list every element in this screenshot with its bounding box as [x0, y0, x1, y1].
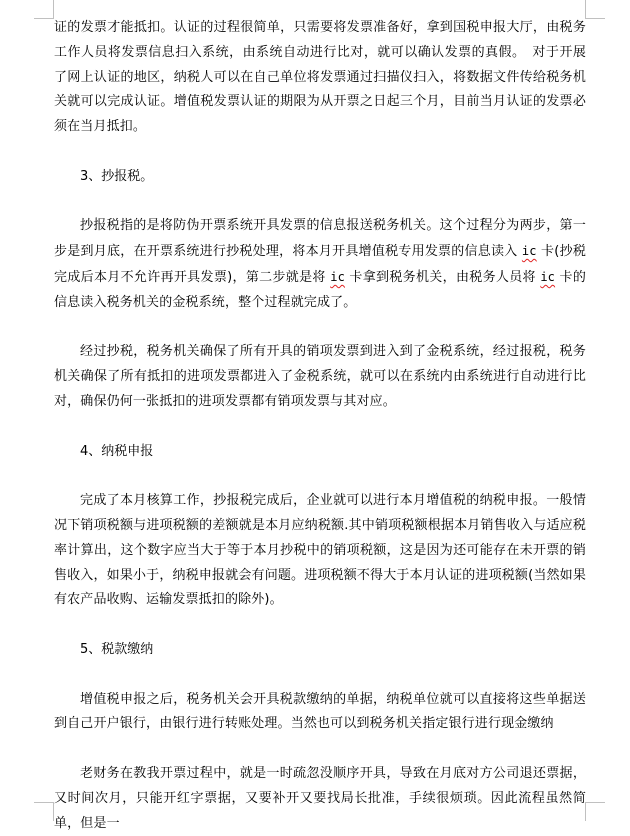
paragraph-copy-report-tax [54, 214, 586, 315]
paragraph-golden-tax-system: 经过抄税，税务机关确保了所有开具的销项发票到进入到了金税系统，经过报税，税务机关确保了所有抵扣的进项发票都进入了金税系统，就可以在系统内由系统进行自动进行比对，确保仍何一张抵扣的进项发票都有销项发票与其对应。 [54, 344, 586, 409]
section-heading-4: 4、纳税申报 [80, 443, 154, 459]
section-heading-3: 3、抄报税。 [80, 168, 154, 184]
blank-line [54, 140, 586, 165]
blank-line [54, 415, 586, 440]
page-corner-mark-top-right [585, 0, 605, 19]
spellcheck-flagged-word[interactable]: ic [540, 269, 556, 284]
spellcheck-flagged-word[interactable]: ic [521, 244, 537, 259]
text-run: 卡拿到税务机关，由税务人员将 [344, 269, 541, 285]
paragraph-invoice-certification: 证的发票才能抵扣。认证的过程很简单，只需要将发票准备好，拿到国税申报大厅，由税务工作人员将发票信息扫入系统，由系统自动进行比对，就可以确认发票的真假。 对于开展了网上认证的地区，纳税人可以在自己单位将发票通过扫描仪扫入，将数据文件传给税务机关就可以完成认证。增值税发票认证的期限为从开票之日起三个月，目前当月认证的发票必须在当月抵扣。 [54, 20, 586, 135]
blank-line [54, 190, 586, 215]
blank-line [54, 737, 586, 762]
blank-line [54, 613, 586, 638]
blank-line [54, 663, 586, 688]
page-corner-mark-bottom-left [34, 802, 54, 821]
page-corner-mark-top-left [34, 0, 54, 19]
paragraph-tax-payment: 增值税申报之后，税务机关会开具税款缴纳的单据，纳税单位就可以直接将这些单据送到自己开户银行，由银行进行转账处理。当然也可以到税务机关指定银行进行现金缴纳 [54, 691, 586, 732]
text-run: 卡的信息读入税务机关的金税系统，整个过程就完成了。 [54, 269, 586, 310]
spellcheck-flagged-word[interactable]: ic [330, 269, 345, 284]
text-run: 卡(抄税完成后本月不允许再开具发票)，第二步就是将 [54, 244, 586, 285]
blank-line [54, 316, 586, 341]
paragraph-experience-note: 老财务在教我开票过程中，就是一时疏忽没顺序开具，导致在月底对方公司退还票据，又时间次月，只能开红字票据，又要补开又要找局长批准，手续很烦琐。因此流程虽然简单，但是一 [54, 765, 586, 831]
document-page[interactable] [54, 16, 586, 836]
paragraph-tax-declaration: 完成了本月核算工作，抄报税完成后，企业就可以进行本月增值税的纳税申报。一般情况下销项税额与进项税额的差额就是本月应纳税额.其中销项税额根据本月销售收入与适应税率计算出，这个数字应当大于等于本月抄税中的销项税额，这是因为还可能存在未开票的销售收入，如果小于，纳税申报就会有问题。进项税额不得大于本月认证的进项税额(当然如果有农产品收购、运输发票抵扣的除外)。 [54, 493, 586, 608]
page-corner-mark-bottom-right [585, 802, 605, 821]
section-heading-5: 5、税款缴纳 [80, 641, 154, 657]
blank-line [54, 464, 586, 489]
text-run: 抄报税指的是将防伪开票系统开具发票的信息报送税务机关。这个过程分为两步，第一步是到月底，在开票系统进行抄税处理，将本月开具增值税专用发票的信息读入 [54, 218, 586, 260]
